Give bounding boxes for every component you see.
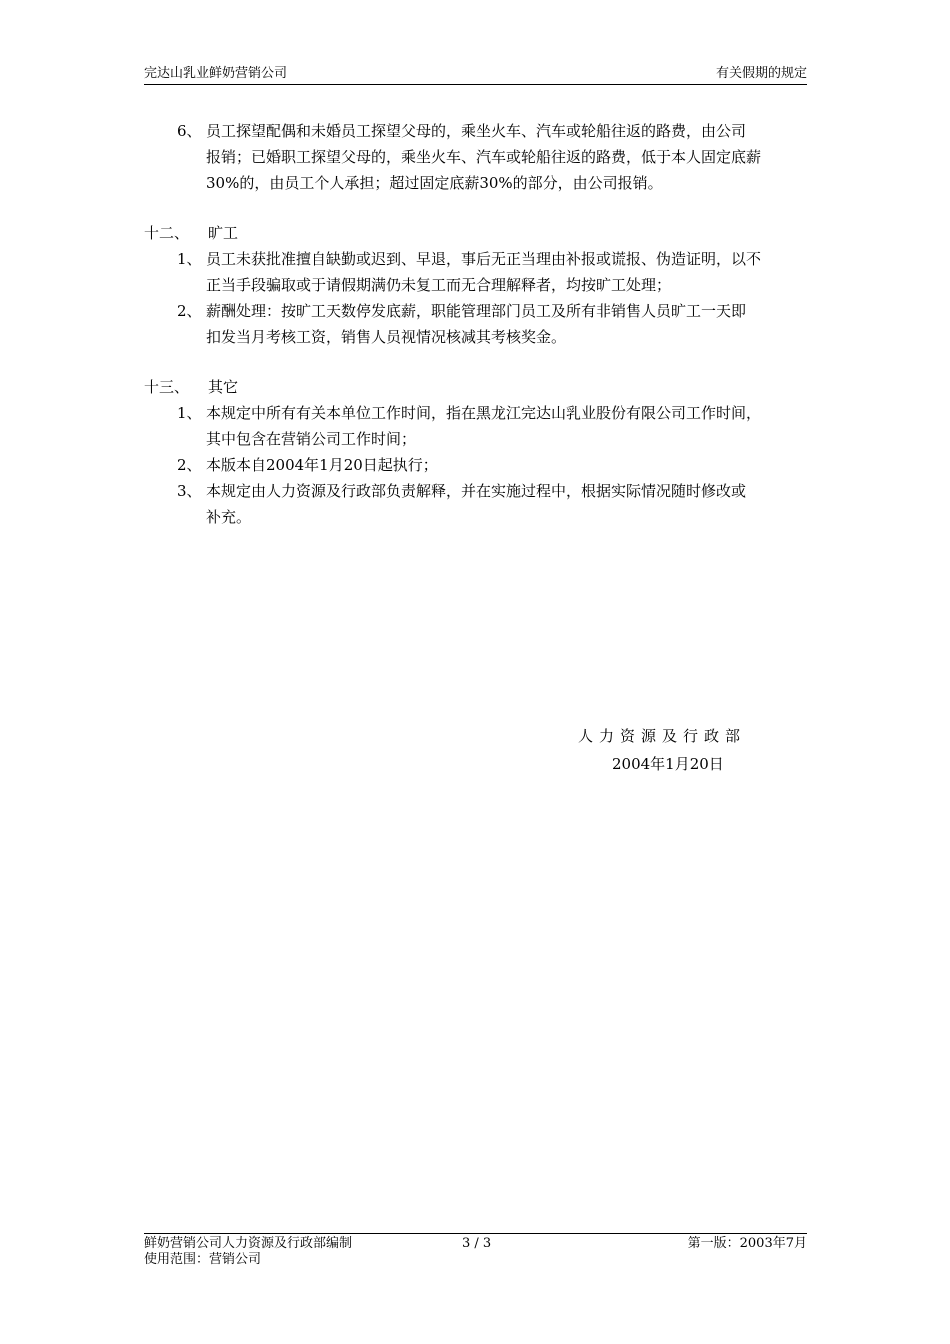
- footer-page-number: 3 / 3: [462, 1236, 492, 1251]
- footer-row: [144, 1252, 807, 1268]
- list-item: [144, 246, 807, 298]
- signature-date: 2004年1月20日: [612, 755, 724, 773]
- signature-department: 人力资源及行政部: [578, 727, 747, 745]
- footer-scope: 使用范围：营销公司: [144, 1252, 262, 1267]
- item-line: 报销；已婚职工探望父母的，乘坐火车、汽车或轮船往返的路费，低于本人固定底薪: [206, 148, 762, 166]
- signature-block: [578, 722, 746, 778]
- footer-row: [144, 1236, 807, 1252]
- section-title: 其它: [208, 378, 239, 396]
- section-number: 十三、: [144, 378, 190, 396]
- footer-editor: 鲜奶营销公司人力资源及行政部编制: [144, 1236, 353, 1251]
- list-item: [144, 118, 807, 196]
- list-item: [144, 452, 807, 478]
- item-line: 员工未获批准擅自缺勤或迟到、早退，事后无正当理由补报或谎报、伪造证明，以不: [206, 250, 762, 268]
- list-item: [144, 298, 807, 350]
- item-number: 1、: [177, 404, 202, 422]
- item-number: 6、: [177, 122, 202, 140]
- section-heading: [144, 374, 807, 400]
- header-company: 完达山乳业鲜奶营销公司: [144, 66, 288, 81]
- item-number: 1、: [177, 250, 202, 268]
- item-line: 补充。: [206, 508, 252, 526]
- item-line: 扣发当月考核工资，销售人员视情况核减其考核奖金。: [206, 328, 567, 346]
- item-line: 本规定由人力资源及行政部负责解释，并在实施过程中，根据实际情况随时修改或: [206, 482, 747, 500]
- section-heading: [144, 220, 807, 246]
- item-line: 30%的，由员工个人承担；超过固定底薪30%的部分，由公司报销。: [206, 174, 663, 192]
- item-number: 2、: [177, 302, 202, 320]
- item-number: 2、: [177, 456, 202, 474]
- item-line: 其中包含在营销公司工作时间；: [206, 430, 417, 448]
- page-footer: [144, 1233, 807, 1268]
- list-item: [144, 478, 807, 530]
- item-line: 员工探望配偶和未婚员工探望父母的，乘坐火车、汽车或轮船往返的路费，由公司: [206, 122, 747, 140]
- page-header: [144, 66, 807, 85]
- section-title: 旷工: [208, 224, 239, 242]
- document-body: [144, 118, 807, 530]
- footer-version: 第一版：2003年7月: [687, 1236, 807, 1251]
- item-line: 薪酬处理：按旷工天数停发底薪，职能管理部门员工及所有非销售人员旷工一天即: [206, 302, 747, 320]
- item-number: 3、: [177, 482, 202, 500]
- item-line: 本规定中所有有关本单位工作时间，指在黑龙江完达山乳业股份有限公司工作时间，: [206, 404, 762, 422]
- header-doc-title: 有关假期的规定: [715, 66, 807, 81]
- item-line: 正当手段骗取或于请假期满仍未复工而无合理解释者，均按旷工处理；: [206, 276, 672, 294]
- section-number: 十二、: [144, 224, 190, 242]
- item-line: 本版本自2004年1月20日起执行；: [206, 456, 438, 474]
- list-item: [144, 400, 807, 452]
